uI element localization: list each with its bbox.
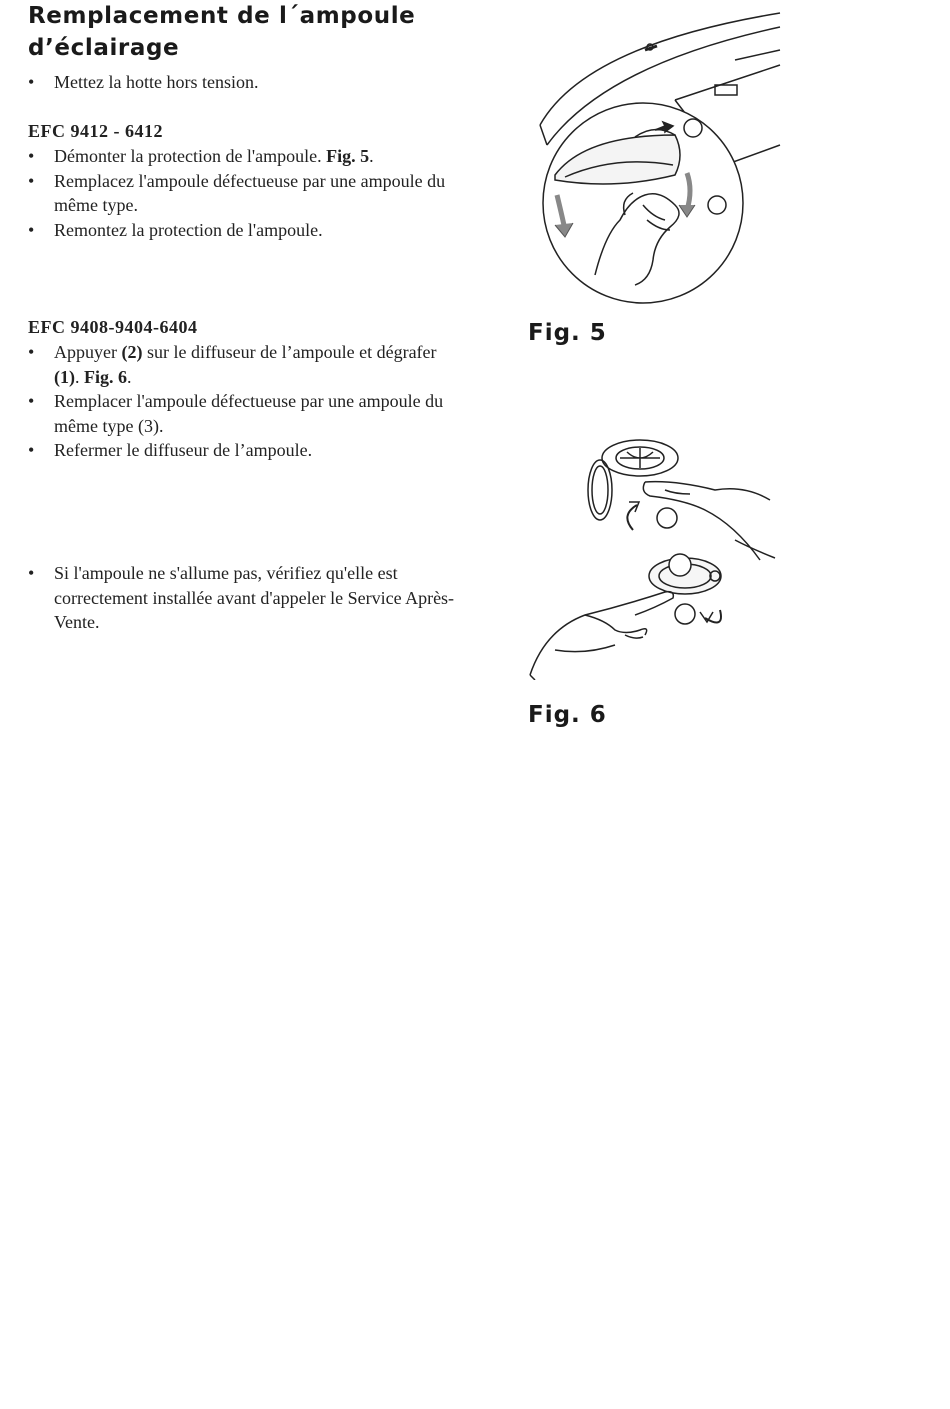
section1-item1-text: Démonter la protection de l'ampoule. bbox=[54, 146, 322, 166]
fig5-label: Fig. 5 bbox=[528, 320, 607, 346]
section1-item-replace-bulb: • Remplacez l'ampoule défectueuse par une ampoule du même type. bbox=[28, 169, 458, 218]
section2-item1-a: Appuyer bbox=[54, 342, 117, 362]
section1-heading: EFC 9412 - 6412 bbox=[28, 121, 163, 141]
note-list bbox=[28, 561, 458, 635]
title-line-1: Remplacement de l´ampoule bbox=[28, 3, 416, 29]
section1-item-refit-cover: • Remontez la protection de l'ampoule. bbox=[28, 218, 458, 243]
section2-item1-d: (1) bbox=[54, 366, 75, 387]
section2-item1-c: sur le diffuseur de l’ampoule et dégrafer bbox=[146, 342, 437, 362]
section2-heading: EFC 9408-9404-6404 bbox=[28, 317, 198, 337]
page-title bbox=[28, 0, 488, 64]
fig6-illustration bbox=[525, 430, 785, 680]
section1-item-remove-cover: • Démonter la protection de l'ampoule. Fig. 5. bbox=[28, 144, 458, 169]
section2-item2-b: (3) bbox=[137, 415, 159, 436]
title-line-2: d’éclairage bbox=[28, 35, 180, 61]
section2-item-replace-bulb: • Remplacer l'ampoule défectueuse par une ampoule du même type (3). bbox=[28, 389, 458, 438]
section2-item1-figref: Fig. 6 bbox=[84, 366, 127, 387]
section1-item1-figref: Fig. 5 bbox=[326, 146, 370, 166]
fig5-illustration bbox=[525, 5, 785, 305]
section2-item-press-diffuser: • Appuyer (2) sur le diffuseur de l’ampoule et dégrafer (1). Fig. 6. bbox=[28, 340, 458, 389]
fig6-label: Fig. 6 bbox=[528, 702, 607, 728]
note-item-check-bulb: • Si l'ampoule ne s'allume pas, vérifiez qu'elle est correctement installée avant d'appeler le Service Après-Vente. bbox=[28, 561, 458, 635]
intro-item-power-off: • Mettez la hotte hors tension. bbox=[28, 70, 458, 95]
section2-item1-b: (2) bbox=[121, 342, 143, 362]
section1-list bbox=[28, 144, 458, 242]
intro-list bbox=[28, 70, 458, 95]
section2-list bbox=[28, 340, 458, 463]
section2-item2-a: Remplacer l'ampoule défectueuse par une ampoule du même type bbox=[54, 391, 444, 436]
section2-item-close-diffuser: • Refermer le diffuseur de l’ampoule. bbox=[28, 438, 458, 463]
